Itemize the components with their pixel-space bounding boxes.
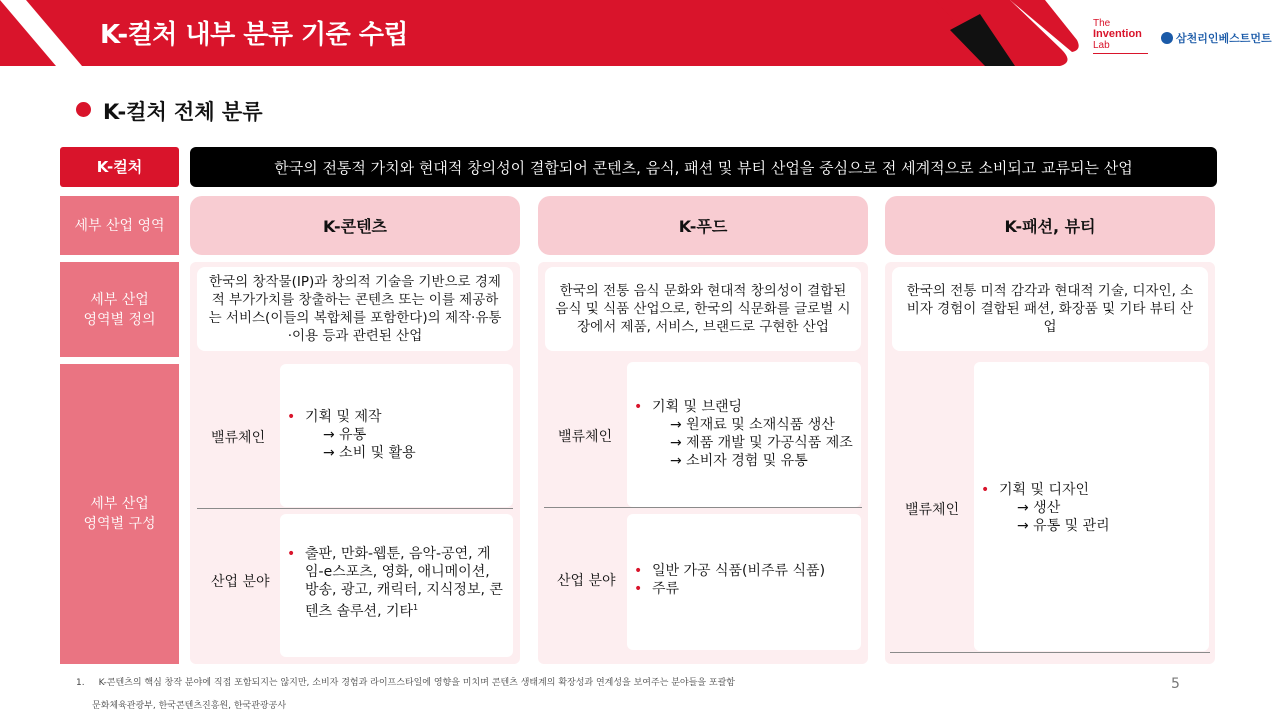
label-definition: 세부 산업 영역별 정의: [60, 262, 179, 357]
valuechain-label: 밸류체인: [211, 430, 266, 446]
invention-lab-logo: The Invention Lab: [1093, 18, 1153, 54]
label-kculture: K-컬처: [60, 147, 179, 187]
section-heading: K-컬처 전체 분류: [76, 96, 263, 126]
valuechain-list: • 기획 및 브랜딩 → 원재료 및 소재식품 생산 → 제품 개발 및 가공식품 제조 → 소비자 경험 및 유통: [634, 399, 853, 469]
definition-box: 한국의 전통 음식 문화와 현대적 창의성이 결합된 음식 및 식품 산업으로, 한국의 식문화를 글로벌 시장에서 제품, 서비스, 브랜드로 구현한 산업: [545, 267, 861, 351]
page-number: 5: [1171, 676, 1180, 692]
source-note: 문화체육관광부, 한국콘텐츠진흥원, 한국관광공사: [92, 701, 287, 711]
column-kfashion-beauty: [885, 262, 1215, 664]
column-header-kfood: K-푸드: [538, 196, 868, 255]
valuechain-list: • 기획 및 디자인 → 생산 → 유통 및 관리: [981, 482, 1110, 534]
field-list: • 출판, 만화-웹툰, 음악-공연, 게임-e스포츠, 영화, 애니메이션, 방송, 광고, 캐릭터, 지식정보, 콘텐츠 솔루션, 기타$^1$: [287, 546, 503, 620]
label-composition: 세부 산업 영역별 구성: [60, 364, 179, 664]
globe-icon: [1161, 32, 1173, 44]
row-divider: [544, 507, 862, 508]
column-header-kfashion-beauty: K-패션, 뷰티: [885, 196, 1215, 255]
valuechain-list: • 기획 및 제작 → 유통 → 소비 및 활용: [287, 409, 416, 461]
field-list: • 일반 가공 식품(비주류 식품) • 주류: [634, 563, 826, 597]
header-banner: [0, 0, 1277, 66]
valuechain-label: 밸류체인: [558, 429, 613, 445]
label-subindustry: 세부 산업 영역: [60, 196, 179, 255]
field-label: 산업 분야: [211, 574, 270, 590]
footnote: 1. K-콘텐츠의 핵심 창작 분야에 직접 포함되지는 않지만, 소비자 경험과 라이프스타일에 영향을 미치며 콘텐츠 생태계의 확장성과 연계성을 보여주는 분야들을 포괄함: [76, 678, 735, 688]
partner-logo: 삼천리인베스트먼트: [1161, 30, 1272, 46]
column-kcontents: [190, 262, 520, 664]
valuechain-label: 밸류체인: [905, 502, 960, 518]
page-title: K-컬처 내부 분류 기준 수립: [100, 20, 409, 50]
bullet-dot-icon: [76, 102, 91, 117]
row-divider: [197, 508, 513, 509]
bottom-divider: [890, 652, 1210, 653]
column-kfood: [538, 262, 868, 664]
definition-box: 한국의 전통 미적 감각과 현대적 기술, 디자인, 소비자 경험이 결합된 패션, 화장품 및 기타 뷰티 산업: [892, 267, 1208, 351]
kculture-definition: 한국의 전통적 가치와 현대적 창의성이 결합되어 콘텐츠, 음식, 패션 및 뷰티 산업을 중심으로 전 세계적으로 소비되고 교류되는 산업: [190, 147, 1217, 187]
definition-box: 한국의 창작물(IP)과 창의적 기술을 기반으로 경제적 부가가치를 창출하는 콘텐츠 또는 이를 제공하는 서비스(이들의 복합체를 포함한다)의 제작·유통·이용 등과 관련된 산업: [197, 267, 513, 351]
field-label: 산업 분야: [557, 573, 616, 589]
column-header-kcontents: K-콘텐츠: [190, 196, 520, 255]
